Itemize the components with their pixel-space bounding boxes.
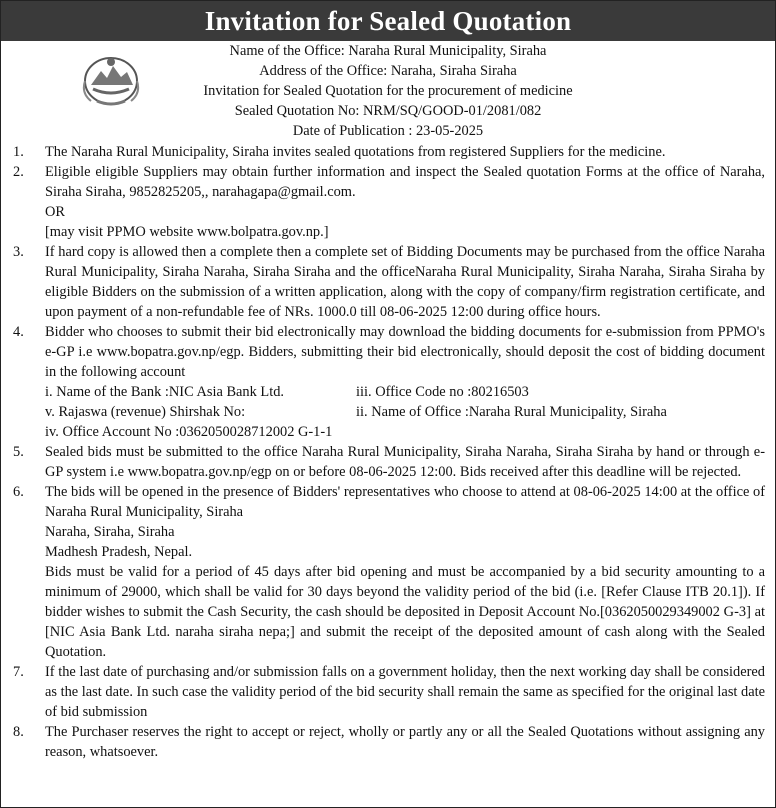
notice-title: Invitation for Sealed Quotation xyxy=(1,1,775,41)
quotation-number: Sealed Quotation No: NRM/SQ/GOOD-01/2081/082 xyxy=(234,103,542,119)
office-account-no: iv. Office Account No :0362050028712002 G-1-1 xyxy=(45,424,333,440)
list-item: 3. If hard copy is allowed then a complete then a complete set of Bidding Documents may be purchased from the office Naraha Rural Municipality, Siraha Naraha, Siraha Siraha and the officeNaraha Rural Municipality, Siraha Naraha, Siraha Siraha by eligible Bidders on the submission of a written application, along with the copy of company/firm registration certificate, and upon payment of a non-refundable fee of NRs. 1000.0 till 08-06-2025 12:00 during office hours. xyxy=(13,244,765,320)
list-item: 4. Bidder who chooses to submit their bid electronically may download the bidding documents for e-submission from PPMO's e-GP i.e www.bopatra.gov.np/egp. Bidders, submitting their bid electronically, should deposit the cost of bidding document in the following account i. Name of the Bank :NIC Asia Bank Ltd. iii. Office Code no :80216503 v. Rajaswa (revenue) Shirshak No: ii. Name of Office :Naraha Rural Municipality, Siraha iv. Office Account No :0362050028712002 G-1-1 xyxy=(13,324,765,440)
publication-date: Date of Publication : 23-05-2025 xyxy=(292,123,484,139)
account-office-name: ii. Name of Office :Naraha Rural Municipality, Siraha xyxy=(356,404,667,420)
nepal-government-emblem-icon xyxy=(79,51,143,109)
list-item: 1. The Naraha Rural Municipality, Siraha invites sealed quotations from registered Suppliers for the medicine. xyxy=(13,144,666,160)
bank-name: i. Name of the Bank :NIC Asia Bank Ltd. xyxy=(45,384,285,400)
notice-items xyxy=(1,142,775,762)
office-name: Name of the Office: Naraha Rural Municipality, Siraha xyxy=(229,43,547,59)
list-item: 2. Eligible eligible Suppliers may obtain further information and inspect the Sealed quotation Forms at the office of Naraha, Siraha Siraha, 9852825205,, narahagapa@gmail.com. OR [may visit PPMO website www.bolpatra.gov.np.] xyxy=(13,164,765,240)
procurement-purpose: Invitation for Sealed Quotation for the procurement of medicine xyxy=(203,83,573,99)
list-item: 8. The Purchaser reserves the right to accept or reject, wholly or partly any or all the Sealed Quotations without assigning any reason, whatsoever. xyxy=(13,724,765,760)
list-item: 7. If the last date of purchasing and/or submission falls on a government holiday, then the next working day shall be considered as the last date. In such case the validity period of the bid security shall remain the same as specified for the original last date of bid submission xyxy=(13,664,765,720)
rajaswa-shirshak: v. Rajaswa (revenue) Shirshak No: xyxy=(45,404,246,420)
list-item: 6. The bids will be opened in the presence of Bidders' representatives who choose to attend at 08-06-2025 14:00 at the office of Naraha Rural Municipality, Siraha Naraha, Siraha, Siraha Madhesh Pradesh, Nepal. Bids must be valid for a period of 45 days after bid opening and must be accompanied by a bid security amounting to a minimum of 29000, which shall be valid for 30 days beyond the validity period of the bid (i.e. [Refer Clause ITB 20.1]). If bidder wishes to submit the Cash Security, the cash should be deposited in Deposit Account No.[0362050029349002 G-3] at [NIC Asia Bank Ltd. naraha siraha nepa;] and submit the receipt of the deposited amount of cash along with the Sealed Quotation. xyxy=(13,484,765,660)
notice-header xyxy=(1,41,775,137)
office-address: Address of the Office: Naraha, Siraha Siraha xyxy=(259,63,517,79)
office-code: iii. Office Code no :80216503 xyxy=(356,384,529,400)
list-item: 5. Sealed bids must be submitted to the office Naraha Rural Municipality, Siraha Naraha, Siraha Siraha by hand or through e-GP system i.e www.bopatra.gov.np/egp on or before 08-06-2025 12:00. Bids received after this deadline will be rejected. xyxy=(13,444,765,480)
